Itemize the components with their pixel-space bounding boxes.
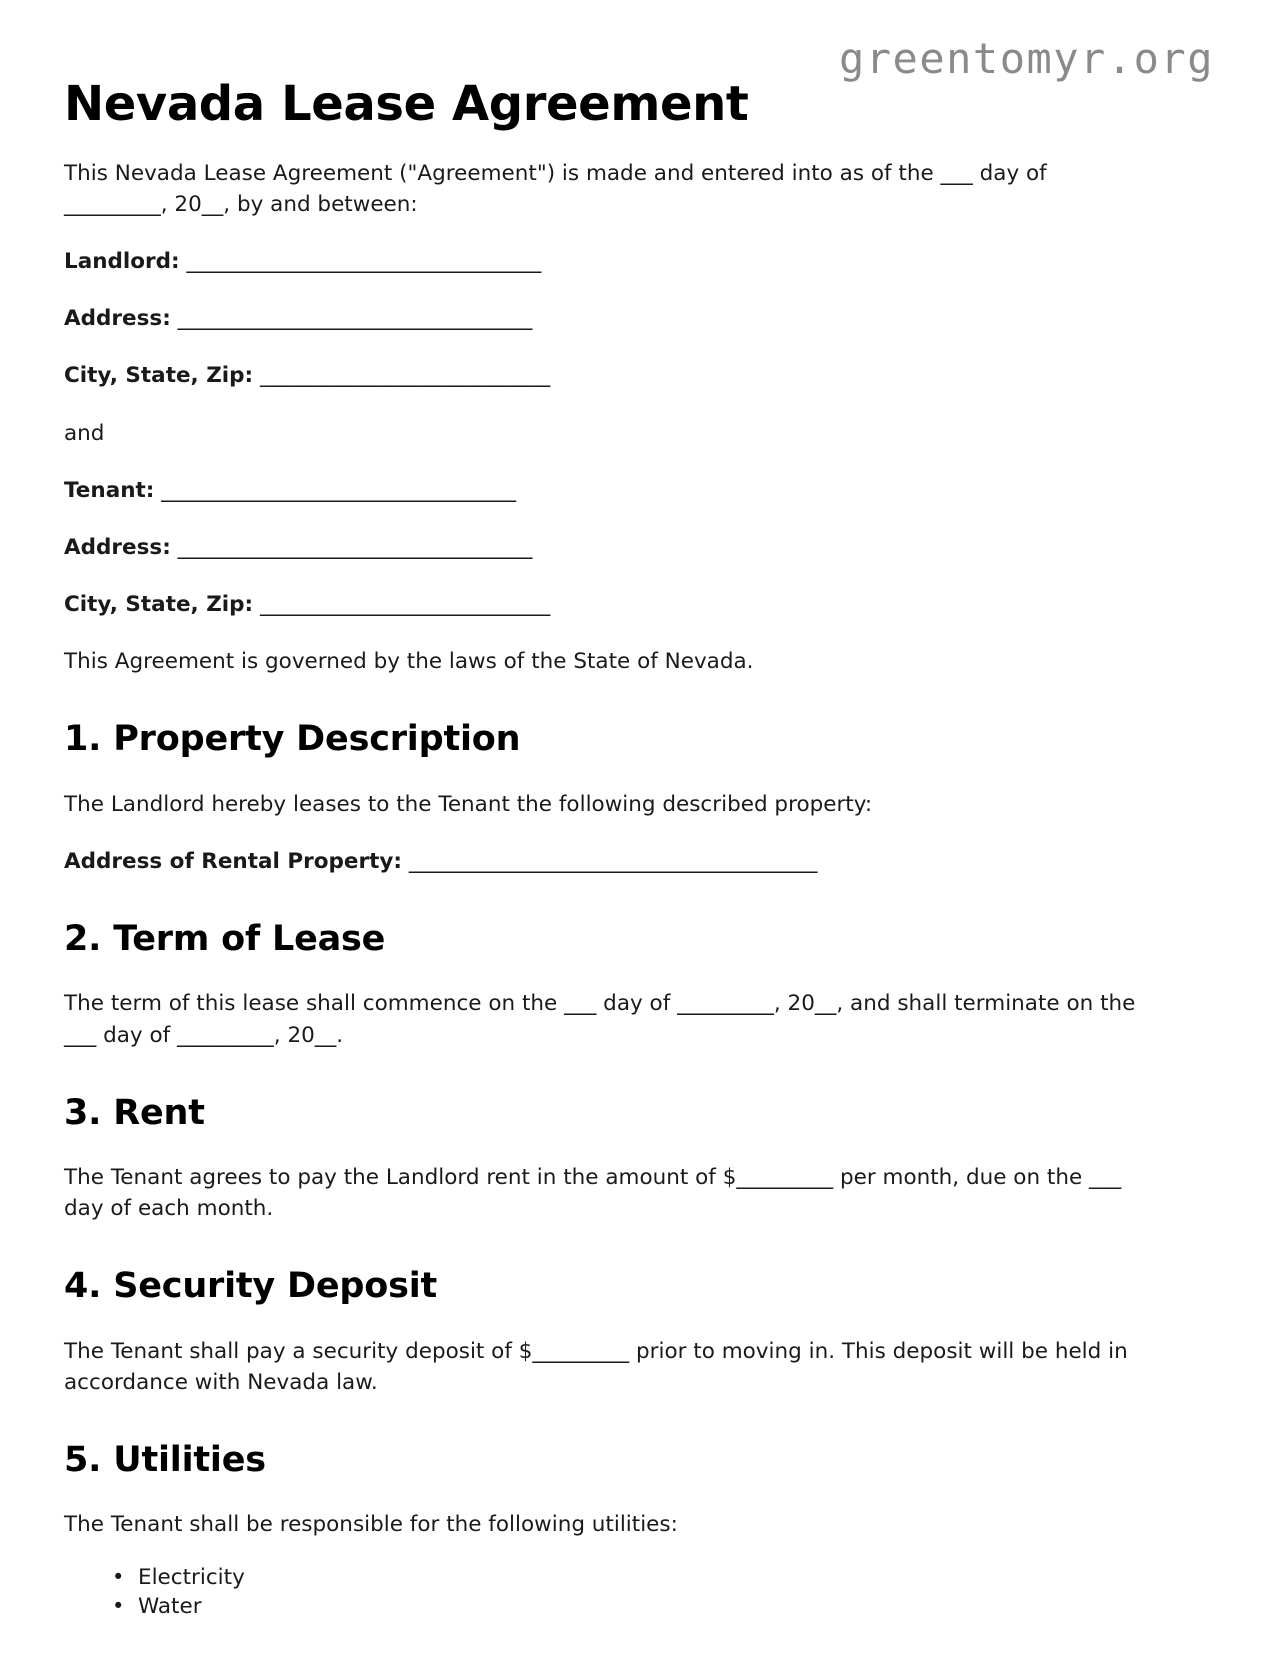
landlord-address-field (64, 303, 1218, 334)
landlord-address-label: Address: (64, 306, 171, 332)
section-heading-utilities: 5. Utilities (64, 1440, 266, 1481)
section-heading-property-description: 1. Property Description (64, 719, 521, 760)
tenant-name-field (64, 475, 1218, 506)
page-title: Nevada Lease Agreement (64, 76, 749, 132)
tenant-address-field (64, 532, 1218, 563)
section-heading-rent: 3. Rent (64, 1092, 205, 1133)
list-item: • Electricity (138, 1563, 1218, 1593)
site-watermark: greentomyr.org (838, 34, 1214, 83)
tenant-name-label: Tenant: (64, 477, 155, 503)
tenant-address-label: Address: (64, 534, 171, 560)
property-description-body: The Landlord hereby leases to the Tenant the following described property: (64, 791, 873, 817)
landlord-name-blank[interactable]: _________________________________ (186, 249, 542, 275)
intro-paragraph: This Nevada Lease Agreement ("Agreement") is made and entered into as of the ___ day of _________, 20__, by and between: (64, 160, 1047, 217)
tenant-name-blank[interactable]: _________________________________ (161, 477, 516, 503)
section-heading-term-of-lease: 2. Term of Lease (64, 919, 386, 960)
security-deposit-body: The Tenant shall pay a security deposit of $_________ prior to moving in. This deposit will be held in accordance with Nevada law. (64, 1338, 1128, 1395)
page-bottom-spacer (64, 1622, 1218, 1662)
governing-law-paragraph: This Agreement is governed by the laws of the State of Nevada. (64, 649, 754, 675)
tenant-city-state-zip-label: City, State, Zip: (64, 592, 254, 618)
landlord-name-field (64, 246, 1218, 277)
landlord-city-state-zip-label: City, State, Zip: (64, 363, 254, 389)
tenant-city-state-zip-field (64, 589, 1218, 620)
rent-body: The Tenant agrees to pay the Landlord rent in the amount of $_________ per month, due on the ___ day of each month. (64, 1165, 1122, 1222)
tenant-address-blank[interactable]: _________________________________ (177, 534, 533, 560)
rental-property-address-field (64, 846, 1218, 877)
section-heading-security-deposit: 4. Security Deposit (64, 1266, 438, 1307)
term-of-lease-body: The term of this lease shall commence on the ___ day of _________, 20__, and shall terminate on the ___ day of _________, 20__. (64, 991, 1136, 1048)
list-item: • Water (138, 1592, 1218, 1622)
rental-property-address-blank[interactable]: ______________________________________ (408, 848, 818, 874)
utilities-body: The Tenant shall be responsible for the following utilities: (64, 1512, 678, 1538)
and-connector: and (64, 420, 105, 446)
landlord-city-state-zip-field (64, 360, 1218, 391)
utilities-list (64, 1563, 1218, 1622)
landlord-name-label: Landlord: (64, 249, 180, 275)
landlord-address-blank[interactable]: _________________________________ (177, 306, 533, 332)
rental-property-address-label: Address of Rental Property: (64, 848, 402, 874)
tenant-city-state-zip-blank[interactable]: ___________________________ (260, 592, 551, 618)
landlord-city-state-zip-blank[interactable]: ___________________________ (260, 363, 551, 389)
